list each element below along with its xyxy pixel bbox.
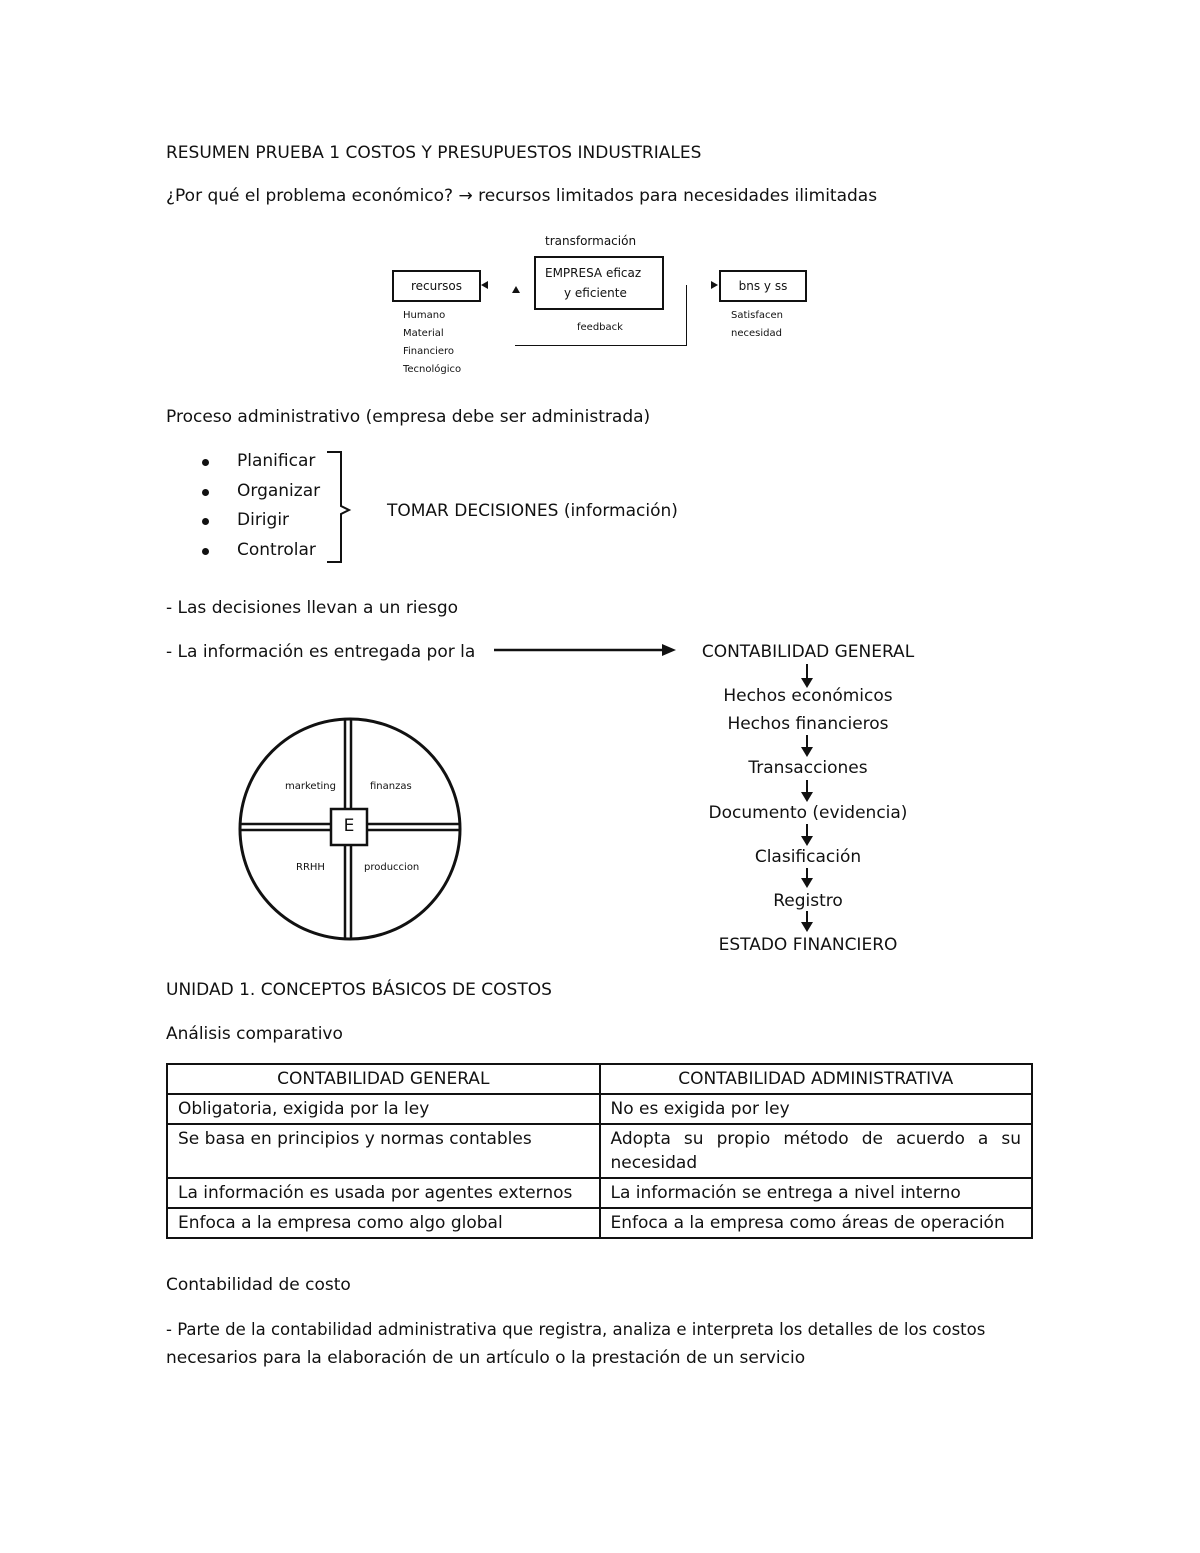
table-header: CONTABILIDAD GENERAL	[167, 1064, 600, 1094]
list-item: Controlar	[237, 540, 316, 560]
table-row	[167, 1094, 1032, 1124]
flow-step: ESTADO FINANCIERO	[718, 935, 898, 955]
flow-step: Clasificación	[754, 847, 862, 867]
bullet-icon	[202, 489, 209, 496]
riesgo-note: - Las decisiones llevan a un riesgo	[166, 598, 459, 618]
list-item: Dirigir	[237, 510, 290, 530]
table-cell: Adopta su propio método de acuerdo a su necesidad	[600, 1124, 1033, 1178]
output-desc-line2: necesidad	[731, 328, 782, 339]
feedback-label: feedback	[577, 322, 623, 333]
arrow-left-icon	[481, 281, 488, 289]
table-cell: Enfoca a la empresa como algo global	[167, 1208, 600, 1238]
table-cell: Se basa en principios y normas contables	[167, 1124, 600, 1178]
arrow-down-icon	[806, 868, 808, 880]
table-row	[167, 1124, 1032, 1178]
divider-line	[686, 285, 687, 345]
quadrant-rrhh: RRHH	[296, 862, 325, 873]
quadrant-produccion: produccion	[364, 862, 420, 873]
question-text: ¿Por qué el problema económico?	[166, 186, 454, 206]
arrow-down-icon	[806, 911, 808, 924]
output-desc-line1: Satisfacen	[731, 310, 784, 321]
list-item: Organizar	[237, 481, 321, 501]
comparison-table	[166, 1063, 1033, 1239]
arrow-down-icon	[806, 664, 808, 680]
output-box	[719, 270, 807, 302]
question-answer: recursos limitados para necesidades ilimitadas	[478, 186, 878, 206]
economic-problem-line	[166, 186, 877, 206]
arrow-down-icon	[806, 780, 808, 794]
bullet-icon	[202, 518, 209, 525]
arrow-right-icon	[711, 281, 718, 289]
empresa-box	[534, 256, 664, 310]
table-cell: No es exigida por ley	[600, 1094, 1033, 1124]
recursos-item: Humano	[403, 310, 446, 321]
table-row	[167, 1178, 1032, 1208]
table-cell: La información se entrega a nivel interno	[600, 1178, 1033, 1208]
flow-step: Hechos económicos	[723, 686, 893, 706]
flow-step: Documento (evidencia)	[708, 803, 908, 823]
contabilidad-costo-heading: Contabilidad de costo	[166, 1275, 351, 1295]
recursos-item: Material	[403, 328, 444, 339]
table-header-row	[167, 1064, 1032, 1094]
arrow-down-icon	[806, 824, 808, 838]
contabilidad-costo-line2: necesarios para la elaboración de un artículo o la prestación de un servicio	[166, 1348, 806, 1368]
enterprise-center-label: E	[343, 816, 355, 836]
quadrant-marketing: marketing	[285, 781, 336, 792]
recursos-item: Financiero	[403, 346, 455, 357]
flow-step: Hechos financieros	[727, 714, 889, 734]
transformation-label: transformación	[545, 234, 637, 248]
arrow-down-icon	[806, 735, 808, 749]
contabilidad-costo-line1: - Parte de la contabilidad administrativa que registra, analiza e interpreta los detalles de los costos	[166, 1320, 986, 1339]
flow-step: CONTABILIDAD GENERAL	[701, 642, 915, 662]
table-cell: La información es usada por agentes externos	[167, 1178, 600, 1208]
table-row	[167, 1208, 1032, 1238]
long-arrow-icon	[492, 642, 682, 660]
quadrant-finanzas: finanzas	[370, 781, 412, 792]
right-brace-icon	[325, 450, 359, 566]
arrow-right-icon: →	[458, 186, 473, 206]
empresa-line2: y eficiente	[564, 286, 627, 300]
flow-step: Transacciones	[748, 758, 868, 778]
informacion-note: - La información es entregada por la	[166, 642, 476, 662]
output-label: bns y ss	[738, 279, 788, 293]
proceso-heading: Proceso administrativo (empresa debe ser administrada)	[166, 407, 651, 427]
list-item: Planificar	[237, 451, 316, 471]
flow-step: Registro	[773, 891, 843, 911]
bullet-icon	[202, 459, 209, 466]
empresa-line1: EMPRESA eficaz	[545, 266, 642, 280]
analisis-heading: Análisis comparativo	[166, 1024, 343, 1044]
bullet-icon	[202, 548, 209, 555]
feedback-line	[515, 345, 687, 346]
document-title: RESUMEN PRUEBA 1 COSTOS Y PRESUPUESTOS INDUSTRIALES	[166, 143, 702, 163]
recursos-label: recursos	[410, 279, 463, 293]
arrow-up-icon	[512, 286, 520, 293]
unidad-heading: UNIDAD 1. CONCEPTOS BÁSICOS DE COSTOS	[166, 980, 552, 1000]
table-header: CONTABILIDAD ADMINISTRATIVA	[600, 1064, 1033, 1094]
recursos-item: Tecnológico	[403, 364, 462, 375]
table-cell: Obligatoria, exigida por la ley	[167, 1094, 600, 1124]
recursos-box	[392, 270, 481, 302]
table-cell: Enfoca a la empresa como áreas de operación	[600, 1208, 1033, 1238]
tomar-decisiones-label: TOMAR DECISIONES (información)	[387, 501, 678, 521]
